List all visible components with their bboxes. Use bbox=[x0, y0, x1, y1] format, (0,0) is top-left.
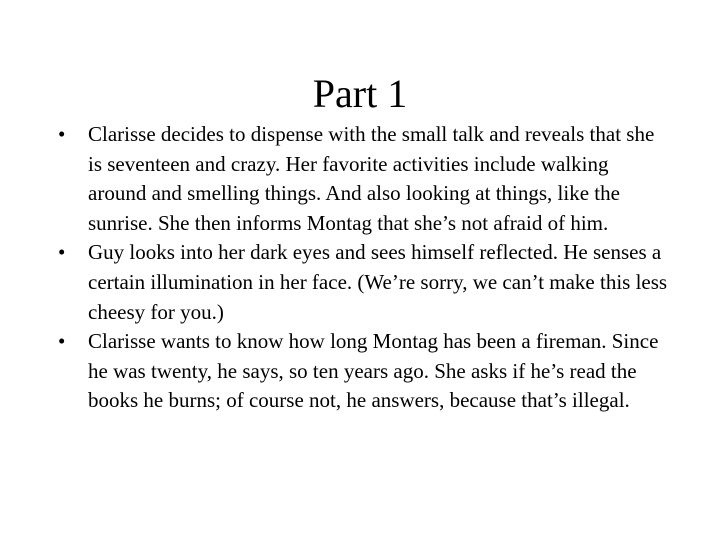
bullet-icon: • bbox=[58, 122, 66, 146]
bullet-list bbox=[58, 120, 668, 416]
bullet-icon: • bbox=[58, 240, 66, 265]
bullet-item bbox=[58, 120, 668, 238]
bullet-text: Guy looks into her dark eyes and sees himself reflected. He senses a certain illumination in her face. (We’re sorry, we can’t make this less cheesy for you.) bbox=[88, 240, 668, 324]
slide-title bbox=[0, 70, 720, 118]
bullet-item bbox=[58, 327, 668, 416]
bullet-item bbox=[58, 238, 668, 327]
bullet-text: Clarisse decides to dispense with the small talk and reveals that she is seventeen and crazy. Her favorite activities include walking around and smelling things. And also looking at things, like the sunrise. She then informs Montag that she’s not afraid of him. bbox=[88, 122, 655, 235]
slide-title-text: Part 1 bbox=[312, 71, 408, 116]
bullet-icon: • bbox=[58, 329, 66, 354]
bullet-text: Clarisse wants to know how long Montag has been a fireman. Since he was twenty, he says, so ten years ago. She asks if he’s read the books he burns; of course not, he answers, because that’s illegal. bbox=[88, 329, 659, 413]
